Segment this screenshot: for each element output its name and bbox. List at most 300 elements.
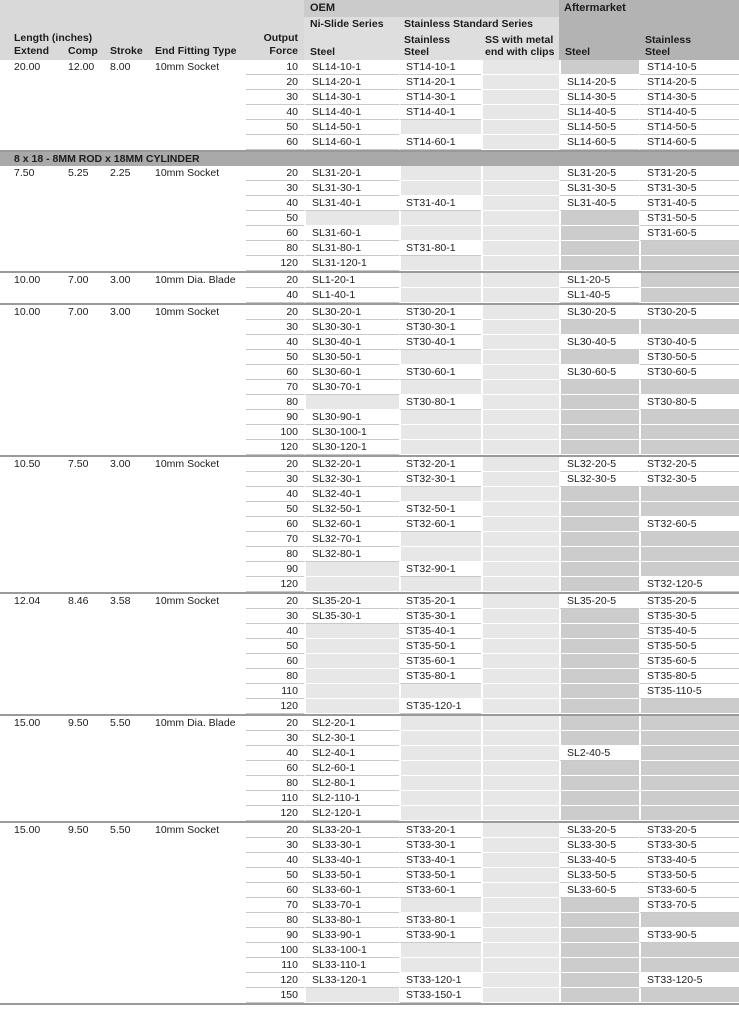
fitting-cell [148,440,246,455]
am-steel-cell [559,791,639,806]
am-stainless-cell [639,958,739,973]
extend-cell [0,335,60,350]
am-steel-cell: SL30-40-5 [559,335,639,350]
extend-cell [0,958,60,973]
oem-stainless-cell: ST30-80-1 [399,395,481,410]
table-section [0,821,739,1003]
am-steel-cell [559,716,639,731]
ss-clips-cell [481,594,559,609]
comp-cell [60,838,104,853]
am-stainless-cell: ST31-50-5 [639,211,739,226]
table-row [0,898,739,913]
fitting-cell [148,380,246,395]
stroke-cell [104,517,148,532]
ss-metal-end-clips-column-header: SS with metal end with clips [485,34,555,58]
comp-cell [60,577,104,592]
comp-cell [60,883,104,898]
fitting-cell [148,256,246,271]
comp-cell: 12.00 [68,61,95,73]
am-stainless-cell: ST14-60-5 [639,135,739,150]
comp-cell [60,973,104,988]
output-force-cell: 40 [246,853,304,868]
am-steel-cell: SL33-50-5 [559,868,639,883]
am-stainless-cell [639,547,739,562]
am-steel-cell [559,440,639,455]
ss-clips-cell [481,958,559,973]
output-force-cell: 50 [246,120,304,135]
extend-cell [0,639,60,654]
oem-stainless-cell: ST14-40-1 [399,105,481,120]
output-force-cell: 20 [246,594,304,609]
oem-steel-cell: SL31-30-1 [304,181,399,196]
comp-cell [60,669,104,684]
stroke-cell [104,75,148,90]
oem-steel-cell: SL33-50-1 [304,868,399,883]
table-row [0,716,739,731]
comp-cell [60,425,104,440]
comp-cell [60,90,104,105]
extend-column-header: Extend [14,45,50,57]
ni-slide-series-header: Ni-Slide Series [310,18,384,30]
output-force-cell: 120 [246,806,304,821]
output-force-cell: 80 [246,776,304,791]
extend-cell [0,487,60,502]
fitting-cell [148,532,246,547]
oem-stainless-cell [399,211,481,226]
am-steel-cell: SL33-40-5 [559,853,639,868]
extend-cell: 10.50 [14,458,41,470]
ss-clips-cell [481,487,559,502]
table-row [0,838,739,853]
am-stainless-cell [639,806,739,821]
am-stainless-cell [639,716,739,731]
am-stainless-cell: ST14-20-5 [639,75,739,90]
oem-stainless-cell: ST30-30-1 [399,320,481,335]
table-section [0,455,739,592]
output-force-cell: 100 [246,943,304,958]
am-stainless-cell: ST30-50-5 [639,350,739,365]
table-row [0,273,739,288]
output-force-cell: 20 [246,273,304,288]
output-force-cell: 120 [246,973,304,988]
fitting-cell [148,425,246,440]
comp-cell [60,868,104,883]
oem-steel-cell: SL30-20-1 [304,305,399,320]
fitting-cell [148,639,246,654]
oem-stainless-cell: ST31-80-1 [399,241,481,256]
extend-cell [0,320,60,335]
fitting-cell [148,853,246,868]
extend-cell [0,577,60,592]
fitting-cell: 10mm Socket [155,306,220,318]
table-row [0,241,739,256]
comp-cell [60,928,104,943]
extend-cell [0,654,60,669]
oem-steel-cell: SL2-20-1 [304,716,399,731]
comp-cell [60,181,104,196]
extend-cell: 15.00 [14,717,41,729]
fitting-cell [148,746,246,761]
oem-steel-cell: SL32-20-1 [304,457,399,472]
extend-cell [0,562,60,577]
fitting-cell [148,395,246,410]
table-row [0,211,739,226]
comp-cell [60,943,104,958]
oem-stainless-cell: ST33-50-1 [399,868,481,883]
ss-clips-cell [481,823,559,838]
output-force-cell: 150 [246,988,304,1003]
oem-stainless-cell [399,791,481,806]
ss-clips-cell [481,105,559,120]
oem-steel-cell: SL35-20-1 [304,594,399,609]
output-force-cell: 20 [246,823,304,838]
oem-steel-cell [304,699,399,714]
am-stainless-cell: ST31-30-5 [639,181,739,196]
extend-cell [0,256,60,271]
output-force-cell: 30 [246,181,304,196]
oem-steel-cell [304,639,399,654]
am-stainless-cell [639,988,739,1003]
extend-cell [0,181,60,196]
extend-cell [0,853,60,868]
stroke-cell: 3.00 [110,458,131,470]
am-steel-cell [559,973,639,988]
oem-stainless-cell: ST33-150-1 [399,988,481,1003]
extend-cell [0,624,60,639]
am-steel-cell [559,502,639,517]
extend-cell [0,226,60,241]
oem-steel-cell: SL33-80-1 [304,913,399,928]
comp-cell [60,562,104,577]
table-row [0,577,739,592]
extend-cell [0,472,60,487]
extend-cell [0,943,60,958]
fitting-cell [148,105,246,120]
am-stainless-cell: ST14-10-5 [639,60,739,75]
table-row [0,609,739,624]
stroke-cell [104,425,148,440]
am-steel-cell: SL1-20-5 [559,273,639,288]
stroke-cell [104,256,148,271]
am-stainless-cell [639,256,739,271]
am-stainless-cell: ST14-30-5 [639,90,739,105]
stroke-cell [104,105,148,120]
am-steel-cell [559,639,639,654]
ss-clips-cell [481,609,559,624]
ss-clips-cell [481,256,559,271]
extend-cell [0,669,60,684]
table-section [0,303,739,455]
extend-cell [0,746,60,761]
am-stainless-cell [639,562,739,577]
fitting-cell [148,973,246,988]
stroke-cell: 5.50 [110,717,131,729]
oem-steel-cell [304,577,399,592]
am-stainless-cell [639,761,739,776]
am-stainless-cell [639,241,739,256]
oem-stainless-cell: ST35-60-1 [399,654,481,669]
oem-stainless-steel-column-header: Stainless Steel [404,34,451,58]
am-steel-cell [559,547,639,562]
am-stainless-cell: ST35-60-5 [639,654,739,669]
ss-clips-cell [481,241,559,256]
ss-clips-cell [481,973,559,988]
oem-steel-cell [304,211,399,226]
aftermarket-header-block [559,0,739,60]
stroke-cell [104,562,148,577]
oem-steel-cell [304,624,399,639]
extend-cell [0,928,60,943]
ss-clips-cell [481,731,559,746]
output-header-line1: Output [263,32,298,44]
ss-clips-cell [481,517,559,532]
extend-cell [0,776,60,791]
table-header [0,0,739,60]
stroke-cell [104,320,148,335]
output-force-cell: 80 [246,547,304,562]
stroke-cell [104,135,148,150]
oem-stainless-cell [399,731,481,746]
ss-clips-cell [481,335,559,350]
comp-column-header: Comp [68,45,98,57]
am-stainless-cell: ST33-30-5 [639,838,739,853]
oem-stainless-cell: ST35-20-1 [399,594,481,609]
am-stainless-cell [639,913,739,928]
oem-steel-cell: SL30-90-1 [304,410,399,425]
output-force-cell: 90 [246,410,304,425]
oem-stainless-cell: ST31-40-1 [399,196,481,211]
comp-cell [60,958,104,973]
stroke-cell [104,120,148,135]
comp-cell [60,898,104,913]
extend-cell [0,241,60,256]
extend-cell [0,988,60,1003]
extend-cell: 10.00 [14,274,41,286]
output-force-cell: 70 [246,532,304,547]
am-steel-cell: SL33-30-5 [559,838,639,853]
oem-stainless-cell: ST33-30-1 [399,838,481,853]
ss-clips-cell [481,425,559,440]
am-steel-cell: SL2-40-5 [559,746,639,761]
oem-steel-cell [304,988,399,1003]
oem-stainless-cell [399,943,481,958]
fitting-cell [148,120,246,135]
comp-cell [60,746,104,761]
fitting-cell [148,181,246,196]
am-stainless-cell: ST33-60-5 [639,883,739,898]
am-steel-cell [559,60,639,75]
oem-steel-cell: SL14-30-1 [304,90,399,105]
oem-steel-cell: SL30-40-1 [304,335,399,350]
output-force-cell: 40 [246,335,304,350]
output-force-cell: 30 [246,731,304,746]
am-steel-cell: SL14-50-5 [559,120,639,135]
comp-cell: 7.00 [68,306,89,318]
stroke-cell [104,609,148,624]
ss-clips-cell [481,75,559,90]
am-steel-cell [559,410,639,425]
fitting-cell: 10mm Socket [155,167,220,179]
stroke-cell [104,196,148,211]
comp-cell [60,196,104,211]
stroke-cell [104,365,148,380]
oem-steel-cell: SL33-110-1 [304,958,399,973]
am-stainless-cell: ST30-60-5 [639,365,739,380]
stroke-cell [104,211,148,226]
oem-stainless-cell [399,746,481,761]
table-row [0,320,739,335]
oem-steel-cell: SL35-30-1 [304,609,399,624]
table-row [0,60,739,75]
am-stainless-cell [639,440,739,455]
comp-cell [60,609,104,624]
table-row [0,120,739,135]
am-stainless-cell: ST32-120-5 [639,577,739,592]
oem-steel-cell: SL33-60-1 [304,883,399,898]
ss-clips-cell [481,928,559,943]
am-steel-cell: SL31-30-5 [559,181,639,196]
am-steel-cell [559,988,639,1003]
comp-cell [60,731,104,746]
table-row [0,624,739,639]
am-stainless-cell: ST33-50-5 [639,868,739,883]
extend-cell: 12.04 [14,595,41,607]
fitting-cell [148,943,246,958]
table-row [0,806,739,821]
oem-steel-cell: SL2-60-1 [304,761,399,776]
comp-cell [60,211,104,226]
fitting-cell [148,928,246,943]
oem-stainless-cell [399,350,481,365]
am-steel-cell [559,517,639,532]
extend-cell: 20.00 [14,61,41,73]
output-force-cell: 40 [246,746,304,761]
output-force-cell: 20 [246,166,304,181]
extend-cell [0,868,60,883]
ss-clips-cell [481,181,559,196]
output-force-cell: 30 [246,320,304,335]
am-steel-cell [559,256,639,271]
output-force-cell: 110 [246,958,304,973]
table-row [0,532,739,547]
table-row [0,380,739,395]
stroke-cell [104,928,148,943]
comp-cell [60,226,104,241]
ss-clips-cell [481,624,559,639]
oem-stainless-cell: ST14-20-1 [399,75,481,90]
output-force-cell: 20 [246,75,304,90]
extend-cell [0,75,60,90]
oem-steel-cell: SL31-20-1 [304,166,399,181]
table-row [0,288,739,303]
table-row [0,791,739,806]
fitting-cell [148,883,246,898]
output-force-cell: 110 [246,791,304,806]
table-row [0,365,739,380]
oem-stainless-cell [399,487,481,502]
oem-steel-cell: SL2-120-1 [304,806,399,821]
am-stainless-cell: ST32-30-5 [639,472,739,487]
stroke-cell [104,241,148,256]
stroke-cell [104,791,148,806]
oem-steel-cell: SL1-40-1 [304,288,399,303]
output-force-cell: 110 [246,684,304,699]
am-stainless-cell: ST30-40-5 [639,335,739,350]
ss-clips-cell [481,365,559,380]
stroke-cell [104,684,148,699]
fitting-cell [148,487,246,502]
table-row [0,654,739,669]
oem-steel-column-header: Steel [310,46,336,58]
oem-stainless-cell: ST33-90-1 [399,928,481,943]
ss-clips-cell [481,135,559,150]
fitting-cell [148,472,246,487]
stroke-cell [104,958,148,973]
stroke-cell [104,181,148,196]
oem-stainless-cell: ST35-40-1 [399,624,481,639]
oem-group-header: OEM [304,0,559,17]
am-stainless-cell: ST35-50-5 [639,639,739,654]
comp-cell [60,135,104,150]
ss-clips-cell [481,60,559,75]
table-section [0,60,739,150]
comp-cell [60,761,104,776]
am-steel-cell [559,350,639,365]
comp-cell [60,487,104,502]
am-stainless-cell: ST35-30-5 [639,609,739,624]
oem-stainless-cell [399,898,481,913]
stroke-cell [104,395,148,410]
extend-cell [0,502,60,517]
extend-cell [0,731,60,746]
table-row [0,594,739,609]
oem-steel-cell: SL2-30-1 [304,731,399,746]
output-force-cell: 60 [246,654,304,669]
am-steel-cell: SL14-20-5 [559,75,639,90]
am-stainless-cell: ST35-110-5 [639,684,739,699]
ss-clips-cell [481,380,559,395]
output-force-cell: 40 [246,487,304,502]
oem-stainless-cell: ST32-50-1 [399,502,481,517]
fitting-cell [148,320,246,335]
output-force-cell: 80 [246,241,304,256]
comp-cell [60,395,104,410]
ss-clips-cell [481,532,559,547]
extend-cell [0,684,60,699]
oem-stainless-cell [399,532,481,547]
oem-stainless-cell [399,256,481,271]
output-force-cell: 40 [246,624,304,639]
fitting-cell: 10mm Socket [155,595,220,607]
fitting-cell [148,776,246,791]
table-row [0,440,739,455]
ss-clips-cell [481,898,559,913]
ss-clips-cell [481,838,559,853]
output-force-cell: 40 [246,196,304,211]
am-steel-cell: SL14-40-5 [559,105,639,120]
am-stainless-cell: ST14-40-5 [639,105,739,120]
am-stainless-cell [639,791,739,806]
output-header-line2: Force [269,45,298,57]
am-steel-cell: SL33-60-5 [559,883,639,898]
ss-clips-cell [481,350,559,365]
fitting-cell [148,135,246,150]
fitting-cell [148,90,246,105]
fitting-cell [148,502,246,517]
stroke-cell [104,853,148,868]
comp-cell [60,365,104,380]
ss-clips-cell [481,395,559,410]
